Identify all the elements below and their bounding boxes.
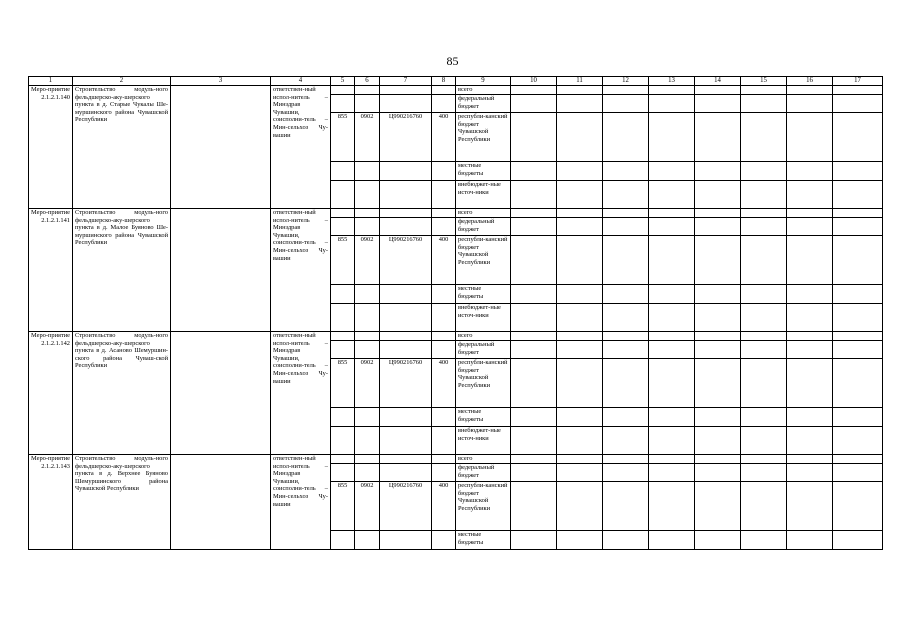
value-cell	[380, 455, 432, 464]
event-number: Меро-приятие 2.1.2.1.140	[29, 86, 73, 209]
event-executor: ответствен-ный испол-нитель – Минздрав Чувашии, соисполни-тель – Мин-сельхоз Чу-вашии	[271, 86, 331, 209]
value-cell	[741, 285, 787, 304]
value-cell	[695, 427, 741, 455]
value-cell	[649, 341, 695, 359]
funding-source-federal: федеральный бюджет	[456, 341, 511, 359]
value-cell	[787, 86, 833, 95]
value-cell	[331, 341, 355, 359]
value-cell	[557, 455, 603, 464]
value-cell	[511, 531, 557, 550]
value-cell	[432, 341, 456, 359]
value-cell	[603, 359, 649, 408]
value-cell	[787, 181, 833, 209]
code-csr: Ц990216760	[380, 113, 432, 162]
value-cell	[787, 464, 833, 482]
code-rzpr: 0902	[355, 482, 380, 531]
value-cell	[649, 236, 695, 285]
value-cell	[331, 162, 355, 181]
value-cell	[511, 181, 557, 209]
value-cell	[787, 162, 833, 181]
empty-column-3	[171, 209, 271, 332]
value-cell	[331, 455, 355, 464]
value-cell	[695, 209, 741, 218]
value-cell	[557, 332, 603, 341]
event-title: Строительство модуль-ного фельдшерско-аку-шерского пункта в д. Старые Чукалы Ше-муршинского района Чувашской Республики	[73, 86, 171, 209]
value-cell	[787, 332, 833, 341]
value-cell	[355, 304, 380, 332]
value-cell	[787, 285, 833, 304]
empty-column-3	[171, 332, 271, 455]
value-cell	[833, 236, 883, 285]
value-cell	[787, 455, 833, 464]
value-cell	[695, 218, 741, 236]
value-cell	[603, 218, 649, 236]
table-row	[29, 209, 883, 218]
column-header-1: 1	[29, 77, 73, 86]
code-rzpr: 0902	[355, 359, 380, 408]
value-cell	[787, 531, 833, 550]
value-cell	[432, 181, 456, 209]
value-cell	[649, 218, 695, 236]
value-cell	[649, 113, 695, 162]
column-header-13: 13	[649, 77, 695, 86]
value-cell	[695, 95, 741, 113]
value-cell	[380, 181, 432, 209]
value-cell	[649, 304, 695, 332]
column-header-6: 6	[355, 77, 380, 86]
value-cell	[695, 236, 741, 285]
funding-source-extra: внебюджет-ные источ-ники	[456, 304, 511, 332]
value-cell	[557, 236, 603, 285]
value-cell	[741, 332, 787, 341]
value-cell	[380, 285, 432, 304]
value-cell	[557, 427, 603, 455]
value-cell	[331, 285, 355, 304]
value-cell	[741, 427, 787, 455]
value-cell	[695, 482, 741, 531]
value-cell	[603, 531, 649, 550]
value-cell	[603, 181, 649, 209]
funding-source-republic: республи-канский бюджет Чувашской Республики	[456, 113, 511, 162]
value-cell	[432, 304, 456, 332]
value-cell	[355, 341, 380, 359]
value-cell	[741, 341, 787, 359]
value-cell	[695, 113, 741, 162]
code-grbs: 855	[331, 113, 355, 162]
code-vr: 400	[432, 113, 456, 162]
value-cell	[741, 236, 787, 285]
value-cell	[649, 359, 695, 408]
code-vr: 400	[432, 359, 456, 408]
column-header-5: 5	[331, 77, 355, 86]
value-cell	[649, 464, 695, 482]
value-cell	[741, 359, 787, 408]
value-cell	[511, 464, 557, 482]
value-cell	[331, 304, 355, 332]
empty-column-3	[171, 455, 271, 550]
value-cell	[511, 218, 557, 236]
value-cell	[331, 218, 355, 236]
column-header-8: 8	[432, 77, 456, 86]
value-cell	[380, 86, 432, 95]
value-cell	[695, 304, 741, 332]
value-cell	[557, 464, 603, 482]
value-cell	[355, 408, 380, 427]
value-cell	[557, 408, 603, 427]
value-cell	[355, 86, 380, 95]
value-cell	[331, 408, 355, 427]
funding-source-federal: федеральный бюджет	[456, 218, 511, 236]
funding-source-republic: республи-канский бюджет Чувашской Республики	[456, 482, 511, 531]
value-cell	[649, 95, 695, 113]
value-cell	[511, 95, 557, 113]
value-cell	[432, 218, 456, 236]
value-cell	[432, 427, 456, 455]
value-cell	[833, 95, 883, 113]
value-cell	[787, 304, 833, 332]
value-cell	[355, 209, 380, 218]
value-cell	[380, 304, 432, 332]
value-cell	[557, 531, 603, 550]
value-cell	[833, 218, 883, 236]
value-cell	[787, 408, 833, 427]
column-header-17: 17	[833, 77, 883, 86]
value-cell	[355, 332, 380, 341]
table-row	[29, 86, 883, 95]
value-cell	[603, 209, 649, 218]
value-cell	[833, 359, 883, 408]
value-cell	[432, 86, 456, 95]
funding-source-republic: республи-канский бюджет Чувашской Республики	[456, 236, 511, 285]
value-cell	[833, 482, 883, 531]
value-cell	[787, 236, 833, 285]
value-cell	[649, 209, 695, 218]
value-cell	[695, 332, 741, 341]
funding-source-all: всего	[456, 86, 511, 95]
value-cell	[695, 464, 741, 482]
value-cell	[603, 341, 649, 359]
value-cell	[380, 531, 432, 550]
value-cell	[741, 531, 787, 550]
value-cell	[511, 427, 557, 455]
value-cell	[511, 455, 557, 464]
value-cell	[833, 304, 883, 332]
value-cell	[331, 332, 355, 341]
code-grbs: 855	[331, 359, 355, 408]
event-number: Меро-приятие 2.1.2.1.143	[29, 455, 73, 550]
value-cell	[355, 427, 380, 455]
value-cell	[695, 285, 741, 304]
value-cell	[833, 332, 883, 341]
value-cell	[787, 482, 833, 531]
column-header-15: 15	[741, 77, 787, 86]
value-cell	[649, 427, 695, 455]
value-cell	[511, 86, 557, 95]
value-cell	[695, 531, 741, 550]
column-header-2: 2	[73, 77, 171, 86]
code-csr: Ц990216760	[380, 482, 432, 531]
column-header-10: 10	[511, 77, 557, 86]
value-cell	[603, 86, 649, 95]
value-cell	[833, 209, 883, 218]
funding-source-all: всего	[456, 332, 511, 341]
value-cell	[331, 86, 355, 95]
code-rzpr: 0902	[355, 113, 380, 162]
value-cell	[833, 162, 883, 181]
value-cell	[649, 181, 695, 209]
value-cell	[649, 332, 695, 341]
value-cell	[787, 95, 833, 113]
value-cell	[603, 113, 649, 162]
value-cell	[355, 218, 380, 236]
event-number: Меро-приятие 2.1.2.1.142	[29, 332, 73, 455]
funding-source-all: всего	[456, 455, 511, 464]
event-title: Строительство модуль-ного фельдшерско-аку-шерского пункта в д. Малое Буяново Ше-муршинского района Чувашской Республики	[73, 209, 171, 332]
value-cell	[557, 218, 603, 236]
value-cell	[380, 341, 432, 359]
value-cell	[741, 455, 787, 464]
column-header-3: 3	[171, 77, 271, 86]
value-cell	[787, 113, 833, 162]
value-cell	[557, 86, 603, 95]
value-cell	[511, 408, 557, 427]
value-cell	[511, 332, 557, 341]
value-cell	[432, 408, 456, 427]
value-cell	[380, 427, 432, 455]
value-cell	[511, 359, 557, 408]
column-header-9: 9	[456, 77, 511, 86]
value-cell	[511, 341, 557, 359]
value-cell	[380, 408, 432, 427]
header-row	[29, 77, 883, 86]
value-cell	[787, 209, 833, 218]
table-row	[29, 332, 883, 341]
page-number: 85	[446, 54, 459, 68]
value-cell	[380, 332, 432, 341]
value-cell	[649, 285, 695, 304]
code-grbs: 855	[331, 482, 355, 531]
funding-source-all: всего	[456, 209, 511, 218]
value-cell	[833, 455, 883, 464]
value-cell	[511, 236, 557, 285]
value-cell	[331, 464, 355, 482]
value-cell	[787, 359, 833, 408]
column-header-16: 16	[787, 77, 833, 86]
value-cell	[741, 95, 787, 113]
value-cell	[649, 531, 695, 550]
value-cell	[511, 482, 557, 531]
value-cell	[432, 209, 456, 218]
table-row	[29, 455, 883, 464]
value-cell	[557, 285, 603, 304]
value-cell	[380, 464, 432, 482]
value-cell	[355, 95, 380, 113]
value-cell	[511, 285, 557, 304]
value-cell	[603, 482, 649, 531]
value-cell	[511, 304, 557, 332]
value-cell	[649, 482, 695, 531]
value-cell	[741, 304, 787, 332]
code-grbs: 855	[331, 236, 355, 285]
value-cell	[833, 427, 883, 455]
value-cell	[833, 531, 883, 550]
value-cell	[603, 162, 649, 181]
column-header-4: 4	[271, 77, 331, 86]
value-cell	[380, 95, 432, 113]
value-cell	[511, 162, 557, 181]
value-cell	[787, 427, 833, 455]
column-header-12: 12	[603, 77, 649, 86]
value-cell	[603, 332, 649, 341]
value-cell	[557, 359, 603, 408]
code-vr: 400	[432, 236, 456, 285]
value-cell	[741, 181, 787, 209]
value-cell	[833, 341, 883, 359]
value-cell	[432, 531, 456, 550]
value-cell	[557, 113, 603, 162]
value-cell	[695, 162, 741, 181]
value-cell	[355, 285, 380, 304]
empty-column-3	[171, 86, 271, 209]
value-cell	[695, 86, 741, 95]
value-cell	[331, 209, 355, 218]
value-cell	[355, 181, 380, 209]
event-title: Строительство модуль-ного фельдшерско-аку-шерского пункта в д. Верхнее Буяново Шемуршинского района Чувашской Республики	[73, 455, 171, 550]
value-cell	[331, 427, 355, 455]
funding-source-local: местные бюджеты	[456, 285, 511, 304]
code-csr: Ц990216760	[380, 359, 432, 408]
value-cell	[833, 408, 883, 427]
budget-table	[28, 76, 883, 550]
event-number: Меро-приятие 2.1.2.1.141	[29, 209, 73, 332]
value-cell	[603, 95, 649, 113]
value-cell	[331, 531, 355, 550]
value-cell	[432, 95, 456, 113]
value-cell	[603, 464, 649, 482]
value-cell	[557, 341, 603, 359]
code-rzpr: 0902	[355, 236, 380, 285]
value-cell	[557, 209, 603, 218]
value-cell	[380, 209, 432, 218]
funding-source-republic: республи-канский бюджет Чувашской Республики	[456, 359, 511, 408]
code-vr: 400	[432, 482, 456, 531]
value-cell	[787, 341, 833, 359]
value-cell	[355, 531, 380, 550]
value-cell	[695, 181, 741, 209]
funding-source-local: местные бюджеты	[456, 531, 511, 550]
event-executor: ответствен-ный испол-нитель – Минздрав Чувашии, соисполни-тель – Мин-сельхоз Чу-вашии	[271, 455, 331, 550]
value-cell	[432, 455, 456, 464]
funding-source-federal: федеральный бюджет	[456, 95, 511, 113]
value-cell	[649, 408, 695, 427]
value-cell	[649, 162, 695, 181]
value-cell	[741, 162, 787, 181]
value-cell	[833, 285, 883, 304]
value-cell	[695, 359, 741, 408]
value-cell	[741, 113, 787, 162]
funding-source-federal: федеральный бюджет	[456, 464, 511, 482]
value-cell	[432, 285, 456, 304]
column-header-7: 7	[380, 77, 432, 86]
value-cell	[833, 113, 883, 162]
funding-source-local: местные бюджеты	[456, 408, 511, 427]
value-cell	[603, 455, 649, 464]
value-cell	[741, 86, 787, 95]
value-cell	[557, 95, 603, 113]
value-cell	[331, 95, 355, 113]
event-executor: ответствен-ный испол-нитель – Минздрав Чувашии, соисполни-тель – Мин-сельхоз Чу-вашии	[271, 332, 331, 455]
value-cell	[557, 162, 603, 181]
value-cell	[787, 218, 833, 236]
value-cell	[380, 218, 432, 236]
value-cell	[511, 209, 557, 218]
value-cell	[649, 86, 695, 95]
value-cell	[355, 162, 380, 181]
value-cell	[603, 427, 649, 455]
value-cell	[695, 455, 741, 464]
value-cell	[741, 408, 787, 427]
value-cell	[741, 218, 787, 236]
value-cell	[603, 304, 649, 332]
value-cell	[557, 482, 603, 531]
value-cell	[741, 209, 787, 218]
value-cell	[603, 285, 649, 304]
value-cell	[331, 181, 355, 209]
column-header-11: 11	[557, 77, 603, 86]
value-cell	[603, 408, 649, 427]
value-cell	[833, 181, 883, 209]
value-cell	[380, 162, 432, 181]
value-cell	[649, 455, 695, 464]
value-cell	[432, 464, 456, 482]
value-cell	[833, 86, 883, 95]
event-title: Строительство модуль-ного фельдшерско-аку-шерского пункта в д. Асаново Шемуршин-ского района Чуваш-ской Республики	[73, 332, 171, 455]
value-cell	[833, 464, 883, 482]
value-cell	[741, 464, 787, 482]
event-executor: ответствен-ный испол-нитель – Минздрав Чувашии, соисполни-тель – Мин-сельхоз Чу-вашии	[271, 209, 331, 332]
value-cell	[695, 341, 741, 359]
value-cell	[355, 464, 380, 482]
value-cell	[695, 408, 741, 427]
value-cell	[432, 162, 456, 181]
funding-source-local: местные бюджеты	[456, 162, 511, 181]
code-csr: Ц990216760	[380, 236, 432, 285]
value-cell	[557, 181, 603, 209]
value-cell	[355, 455, 380, 464]
funding-source-extra: внебюджет-ные источ-ники	[456, 181, 511, 209]
value-cell	[557, 304, 603, 332]
column-header-14: 14	[695, 77, 741, 86]
value-cell	[741, 482, 787, 531]
value-cell	[603, 236, 649, 285]
value-cell	[511, 113, 557, 162]
funding-source-extra: внебюджет-ные источ-ники	[456, 427, 511, 455]
value-cell	[432, 332, 456, 341]
